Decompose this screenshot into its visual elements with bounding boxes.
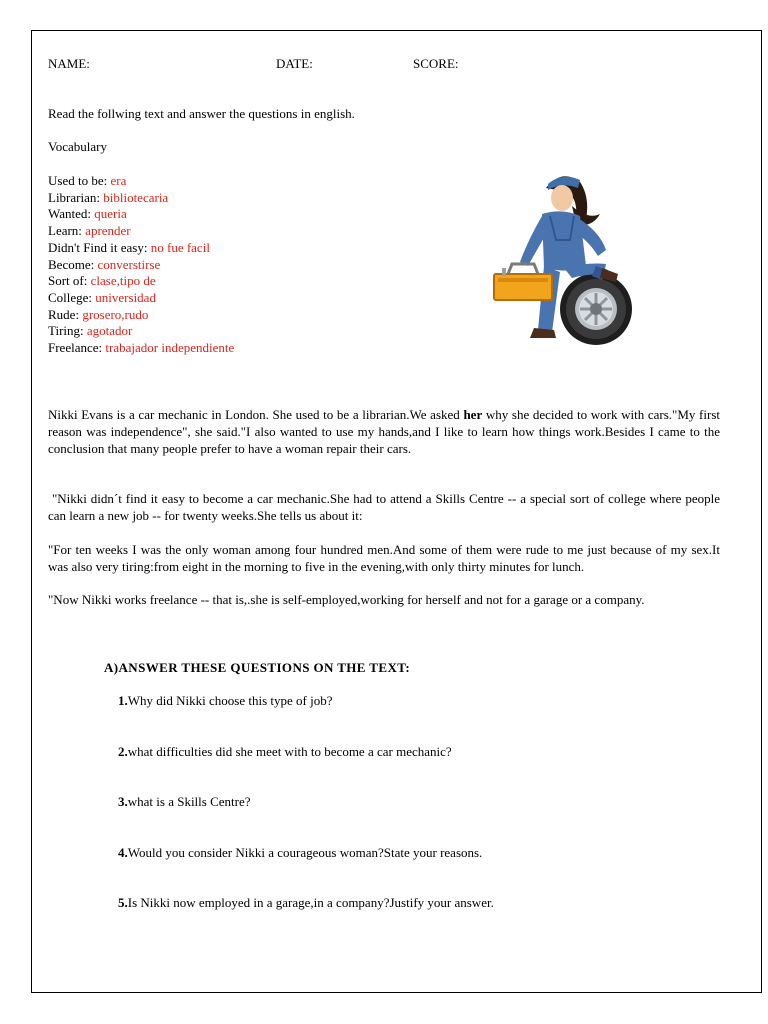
question-item bbox=[118, 744, 452, 760]
reading-paragraph-4: "Now Nikki works freelance -- that is,.she is self-employed,working for herself and not for a garage or a company. bbox=[48, 592, 645, 607]
vocab-term: Didn't Find it easy: bbox=[48, 239, 148, 255]
question-text: Is Nikki now employed in a garage,in a company?Justify your answer. bbox=[127, 895, 494, 910]
vocab-item bbox=[48, 173, 234, 190]
vocab-term: Become: bbox=[48, 256, 95, 272]
question-number: 5. bbox=[118, 895, 128, 910]
vocab-item bbox=[48, 307, 234, 324]
date-label: DATE: bbox=[276, 56, 313, 71]
vocabulary-title: Vocabulary bbox=[48, 139, 107, 154]
vocab-item bbox=[48, 273, 234, 290]
vocab-translation: no fue facil bbox=[150, 239, 210, 255]
mechanic-illustration bbox=[488, 170, 638, 348]
reading-paragraph-3: "For ten weeks I was the only woman among four hundred men.And some of them were rude to me just because of my sex.It was also very tiring:from eight in the morning to five in the evening,with only thirty minutes for lunch. bbox=[48, 542, 720, 574]
vocab-term: Used to be: bbox=[48, 173, 108, 188]
question-number: 2. bbox=[118, 744, 128, 759]
vocab-term: Tiring: bbox=[48, 323, 84, 339]
vocab-term: Wanted: bbox=[48, 206, 91, 222]
score-label: SCORE: bbox=[413, 56, 459, 71]
toolbox-icon bbox=[494, 264, 552, 300]
vocabulary-list bbox=[48, 173, 234, 357]
vocab-translation: aprender bbox=[85, 223, 131, 239]
reading-text: why she decided to work with cars."My first reason was independence", she said."I also wanted to use my hands,and I like to learn how things work.Besides I came to the conclusion that many people prefer to have a woman repair their cars. bbox=[48, 407, 720, 456]
vocab-item bbox=[48, 240, 234, 257]
question-text: what difficulties did she meet with to become a car mechanic? bbox=[127, 744, 452, 759]
vocab-item bbox=[48, 323, 234, 340]
question-number: 4. bbox=[118, 845, 128, 860]
reading-bold-word: her bbox=[463, 407, 483, 422]
vocab-item bbox=[48, 206, 234, 223]
vocab-term: Librarian: bbox=[48, 189, 100, 205]
vocab-translation: grosero,rudo bbox=[82, 306, 149, 322]
reading-paragraph-2: "Nikki didn´t find it easy to become a car mechanic.She had to attend a Skills Centre -- a special sort of college where people can learn a new job -- for twenty weeks.She tells us about it: bbox=[48, 491, 724, 523]
question-item bbox=[118, 794, 251, 810]
vocab-term: Rude: bbox=[48, 306, 80, 322]
question-item bbox=[118, 693, 332, 709]
question-item bbox=[118, 895, 494, 911]
instructions: Read the follwing text and answer the questions in english. bbox=[48, 106, 355, 121]
vocab-item bbox=[48, 257, 234, 274]
question-number: 3. bbox=[118, 794, 128, 809]
question-item bbox=[118, 845, 482, 861]
vocab-translation: agotador bbox=[86, 323, 133, 339]
vocab-item bbox=[48, 223, 234, 240]
vocab-term: Freelance: bbox=[48, 340, 103, 356]
vocab-term: College: bbox=[48, 289, 93, 305]
vocab-translation: queria bbox=[94, 206, 127, 222]
vocab-item bbox=[48, 190, 234, 207]
question-number: 1. bbox=[118, 693, 128, 708]
vocab-translation: converstirse bbox=[97, 256, 161, 272]
vocab-translation: clase,tipo de bbox=[90, 273, 156, 289]
reading-text: Nikki Evans is a car mechanic in London. She used to be a librarian.We asked bbox=[48, 407, 464, 422]
vocab-translation: bibliotecaria bbox=[103, 189, 169, 205]
vocab-translation: universidad bbox=[95, 289, 156, 305]
vocab-translation: era bbox=[110, 173, 127, 188]
question-text: Why did Nikki choose this type of job? bbox=[127, 693, 333, 708]
vocab-item bbox=[48, 290, 234, 307]
vocab-item bbox=[48, 340, 234, 357]
vocab-translation: trabajador independiente bbox=[105, 340, 235, 356]
questions-title: A)ANSWER THESE QUESTIONS ON THE TEXT: bbox=[104, 660, 411, 675]
vocab-term: Learn: bbox=[48, 223, 82, 239]
vocab-term: Sort of: bbox=[48, 273, 88, 289]
question-text: what is a Skills Centre? bbox=[127, 794, 251, 809]
tire-icon bbox=[560, 273, 632, 345]
question-text: Would you consider Nikki a courageous woman?State your reasons. bbox=[127, 845, 483, 860]
name-label: NAME: bbox=[48, 56, 90, 71]
reading-paragraph-1 bbox=[48, 407, 720, 457]
